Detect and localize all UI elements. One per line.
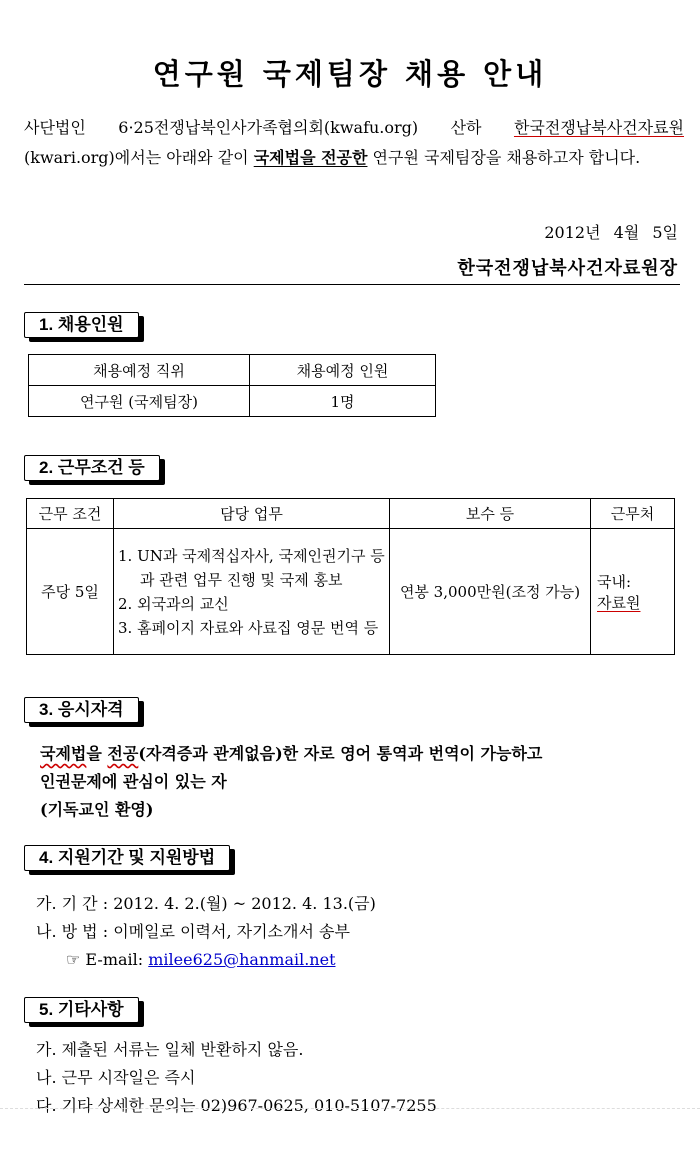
- application-method: 나. 방 법 : 이메일로 이력서, 자기소개서 송부: [36, 922, 350, 941]
- table-header: 채용예정 직위: [29, 355, 250, 386]
- duties-cell: [114, 529, 390, 655]
- table-header: 담당 업무: [114, 499, 390, 529]
- email-label: ☞ E-mail:: [66, 950, 149, 969]
- note-item: 나. 근무 시작일은 즉시: [36, 1068, 196, 1087]
- intro-part3: 연구원 국제팀장을 채용하고자 합니다.: [367, 148, 641, 167]
- signer: 한국전쟁납북사건자료원장: [457, 258, 678, 279]
- application-period: 가. 기 간 : 2012. 4. 2.(월) ~ 2012. 4. 13.(금): [36, 894, 376, 913]
- note-item: 다. 기타 상세한 문의는 02)967-0625, 010-5107-7255: [36, 1096, 437, 1115]
- workplace-cell: [591, 529, 675, 655]
- email-link[interactable]: milee625@hanmail.net: [148, 950, 336, 969]
- conditions-table: [26, 498, 675, 655]
- divider: [24, 284, 680, 285]
- intro-part1: 사단법인 6·25전쟁납북인사가족협의회(kwafu.org) 산하: [24, 118, 514, 137]
- workplace-line1: 국내:: [597, 572, 632, 591]
- qualification-line3: (기독교인 환영): [40, 800, 154, 819]
- duty-item: 2. 외국과의 교신: [118, 594, 229, 613]
- section-1-heading: 1. 채용인원: [24, 312, 139, 338]
- intro-part2: (kwari.org)에서는 아래와 같이: [24, 148, 254, 167]
- section-2-heading: 2. 근무조건 등: [24, 455, 160, 481]
- duty-item: 3. 홈페이지 자료와 사료집 영문 번역 등: [118, 618, 379, 637]
- intro-emphasis: 국제법을 전공한: [253, 148, 368, 167]
- qualification-line2: 인권문제에 관심이 있는 자: [40, 772, 227, 791]
- page-title: 연구원 국제팀장 채용 안내: [152, 57, 548, 91]
- condition-cell: 주당 5일: [27, 529, 114, 655]
- duty-item: 1. UN과 국제적십자사, 국제인권기구 등과 관련 업무 진행 및 국제 홍보: [118, 546, 385, 589]
- announcement-date: 2012년 4월 5일: [544, 223, 678, 242]
- table-row: [29, 386, 436, 417]
- table-header: 근무처: [591, 499, 675, 529]
- section-4-heading: 4. 지원기간 및 지원방법: [24, 845, 230, 871]
- table-header-row: [27, 499, 675, 529]
- table-header-row: [29, 355, 436, 386]
- position-cell: 연구원 (국제팀장): [29, 386, 250, 417]
- table-header: 보수 등: [390, 499, 591, 529]
- note-item: 가. 제출된 서류는 일체 반환하지 않음.: [36, 1040, 304, 1059]
- qual-text-2: (자격증과 관계없음)한 자로 영어 통역과 번역이 가능하고: [138, 744, 543, 763]
- recruitment-table: [28, 354, 436, 417]
- table-header: 채용예정 인원: [250, 355, 436, 386]
- section-5-heading: 5. 기타사항: [24, 997, 139, 1023]
- workplace-line2: 자료원: [597, 593, 641, 612]
- page-bottom-divider: [0, 1108, 700, 1109]
- section-3-heading: 3. 응시자격: [24, 697, 139, 723]
- intro-paragraph: [24, 113, 684, 173]
- qualification-text: [40, 740, 542, 824]
- qualification-line1: [40, 740, 542, 768]
- count-cell: 1명: [250, 386, 436, 417]
- table-row: [27, 529, 675, 655]
- application-info: [36, 890, 376, 974]
- pay-cell: 연봉 3,000만원(조정 가능): [390, 529, 591, 655]
- archive-name: 한국전쟁납북사건자료원: [513, 118, 684, 137]
- qual-term-1: 국제법: [40, 744, 87, 763]
- table-header: 근무 조건: [27, 499, 114, 529]
- email-line: [36, 946, 376, 974]
- qual-term-2: 전공: [107, 744, 139, 763]
- qual-text-1: 을: [86, 744, 108, 763]
